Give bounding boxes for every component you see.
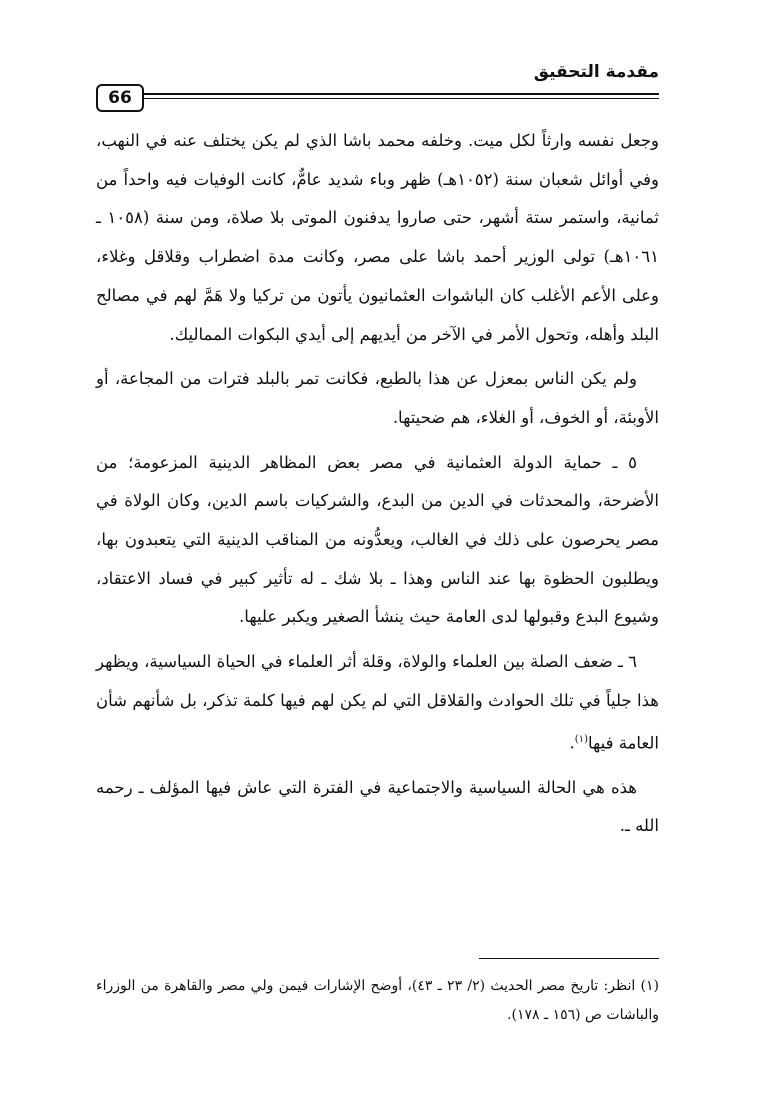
paragraph: هذه هي الحالة السياسية والاجتماعية في الفترة التي عاش فيها المؤلف ـ رحمه الله ـ.	[96, 777, 659, 836]
page-number: 66	[96, 84, 144, 112]
footnote-separator	[479, 958, 659, 959]
running-title: مقدمة التحقيق	[533, 62, 659, 82]
paragraph: ٥ ـ حماية الدولة العثمانية في مصر بعض المظاهر الدينية المزعومة؛ من الأضرحة، والمحدثات في الدين من البدع، والشركيات باسم الدين، وكان الولاة في مصر يحرصون على ذلك في الغالب، ويعدُّونه من المناقب الدينية التي يتعبدون بها، ويطلبون الحظوة بها عند الناس وهذا ـ بلا شك ـ له تأثير كبير في فساد الاعتقاد، وشيوع البدع وقبولها لدى العامة حيث ينشأ الصغير ويكبر عليها.	[96, 452, 659, 627]
page-header	[96, 62, 659, 110]
main-text	[96, 122, 659, 852]
paragraph	[96, 643, 659, 763]
footnote-text: (١) انظر: تاريخ مصر الحديث (٢/ ٢٣ ـ ٤٣)، أوضح الإشارات فيمن ولي مصر والقاهرة من الوزراء والباشات ص (١٥٦ ـ ١٧٨).	[96, 978, 659, 1023]
paragraph-text: ٦ ـ ضعف الصلة بين العلماء والولاة، وقلة أثر العلماء في الحياة السياسية، ويظهر هذا جلياً في تلك الحوادث والقلاقل التي لم يكن لهم فيها كلمة تذكر، بل شأنهم شأن العامة فيها	[96, 652, 659, 753]
paragraph-end: .	[569, 733, 575, 753]
paragraph: وجعل نفسه وارثاً لكل ميت. وخلفه محمد باشا الذي لم يكن يختلف عنه في النهب، وفي أوائل شعبان سنة (١٠٥٢هـ) ظهر وباء شديد عامٌّ، كانت الوفيات فيه واحداً من ثمانية، واستمر ستة أشهر، حتى صاروا يدفنون الموتى بلا صلاة، ومن سنة (١٠٥٨ ـ ١٠٦١هـ) تولى الوزير أحمد باشا على مصر، وكانت مدة اضطراب وقلاقل وغلاء، وعلى الأعم الأغلب كان الباشوات العثمانيون يأتون من تركيا ولا هَمَّ لهم في مصالح البلد وأهله، وتحول الأمر في الآخر من أيديهم إلى أيدي البكوات المماليك.	[96, 131, 659, 344]
header-rule	[144, 93, 659, 95]
header-rule-thin	[144, 98, 659, 99]
footnote-reference[interactable]: (١)	[574, 733, 588, 745]
paragraph: ولم يكن الناس بمعزل عن هذا بالطبع، فكانت تمر بالبلد فترات من المجاعة، أو الأوبئة، أو الخوف، أو الغلاء، هم ضحيتها.	[96, 369, 659, 427]
footnote	[96, 972, 659, 1030]
